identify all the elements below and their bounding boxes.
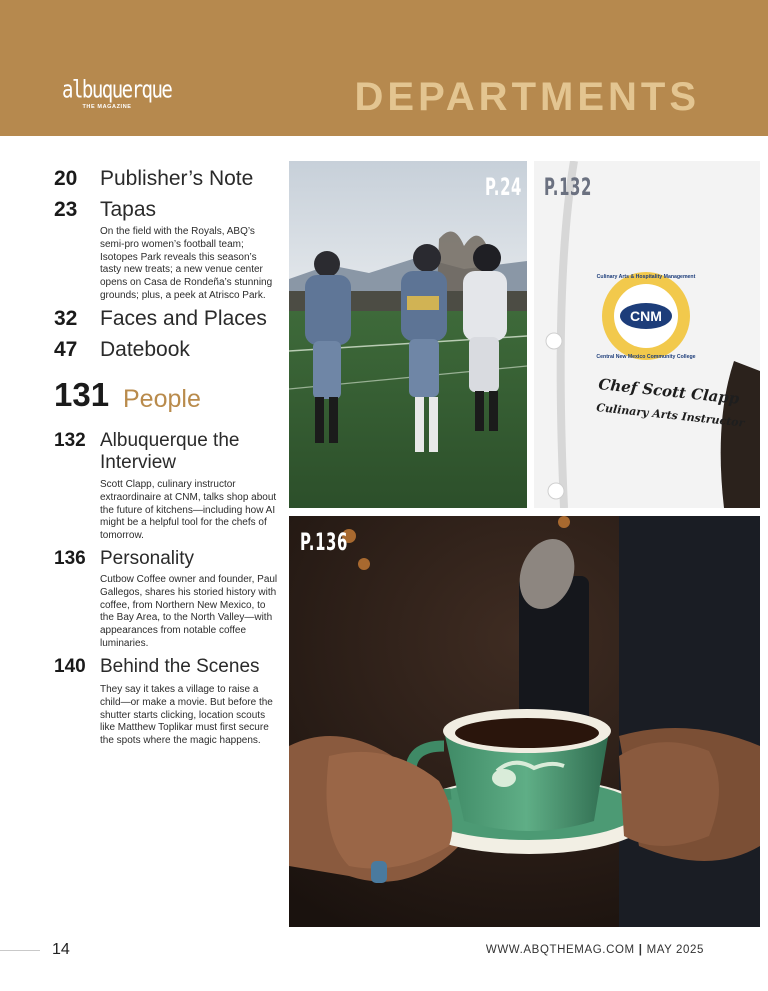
logo-wordmark: albuquerque	[62, 76, 172, 104]
football-photo[interactable]	[289, 161, 527, 508]
page-reference-label: P.132	[544, 173, 592, 201]
toc-title: Publisher’s Note	[100, 167, 254, 190]
chef-photo[interactable]	[534, 161, 760, 508]
patch-top-text: Culinary Arts & Hospitality Management	[596, 274, 696, 280]
patch-bottom-text: Central New Mexico Community College	[596, 354, 696, 360]
footer-separator: |	[638, 944, 643, 956]
logo-subtitle: THE MAGAZINE	[82, 104, 132, 110]
toc-page-number: 23	[54, 198, 78, 221]
coffee-cup-image	[289, 516, 760, 927]
website-link[interactable]: WWW.ABQTHEMAG.COM	[485, 944, 635, 956]
patch-center-text: CNM	[630, 308, 662, 324]
coffee-photo[interactable]	[289, 516, 760, 927]
toc-page-number: 32	[54, 307, 78, 330]
section-title: People	[123, 385, 201, 413]
toc-page-number: 136	[54, 548, 86, 569]
section-page-number: 131	[54, 376, 110, 413]
toc-title: Faces and Places	[100, 307, 267, 330]
magazine-logo[interactable]	[62, 76, 172, 110]
toc-page-number: 140	[54, 656, 86, 677]
toc-title: Datebook	[100, 338, 190, 361]
toc-title: Albuquerque the Interview	[100, 430, 240, 473]
toc-section-people[interactable]	[54, 377, 284, 417]
toc-description: On the field with the Royals, ABQ’s semi-pro women’s football team; Isotopes Park reveals this season’s tasty new treats; a new venue center opens on Casa de Rondeña’s stunning grounds; plus, a peek at Atrisco Park.	[100, 226, 273, 301]
header-band	[0, 0, 768, 136]
footer-credits	[486, 944, 704, 956]
toc-title: Tapas	[100, 198, 157, 221]
toc-description: Cutbow Coffee owner and founder, Paul Gallegos, shares his storied history with coffee, from Northern New Mexico, to the Bay Area, to the North Valley—with appearances from notable coffee luminaries.	[100, 574, 278, 649]
chef-coat-image	[534, 161, 760, 508]
toc-description: They say it takes a village to raise a child—or make a movie. But before the shutter starts clicking, location scouts like Matthew Toplikar must first secure the spots where the magic happens.	[100, 684, 273, 747]
page-reference-label: P.136	[300, 528, 348, 556]
embroidered-title: Culinary Arts Instructor	[595, 401, 746, 430]
football-players-image	[289, 161, 527, 508]
toc-title: Personality	[100, 548, 194, 569]
page-reference-label: P.24	[485, 173, 523, 201]
footer-rule	[0, 950, 40, 951]
page-title: DEPARTMENTS	[354, 75, 700, 119]
issue-date: MAY 2025	[646, 944, 704, 956]
toc-title: Behind the Scenes	[100, 656, 260, 677]
toc-description: Scott Clapp, culinary instructor extraordinaire at CNM, talks shop about the future of kitchens—including how AI might be a helpful tool for the chefs of tomorrow.	[100, 479, 277, 542]
toc-page-number: 20	[54, 167, 78, 190]
page-number: 14	[52, 941, 70, 958]
toc-page-number: 132	[54, 430, 86, 451]
toc-page-number: 47	[54, 338, 78, 361]
embroidered-name: Chef Scott Clapp	[597, 375, 741, 408]
